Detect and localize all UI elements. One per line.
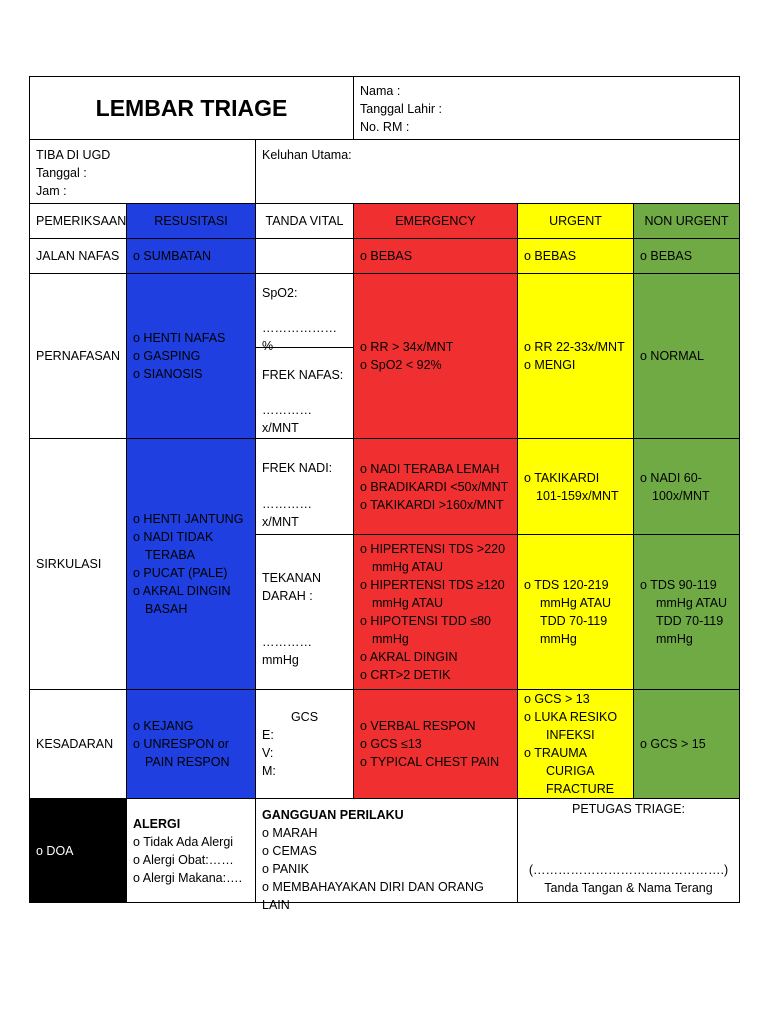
frek-nadi-cell (255, 438, 354, 535)
doa-option[interactable]: o DOA (36, 843, 74, 858)
checkbox-option[interactable]: o HENTI JANTUNG (133, 512, 244, 526)
checkbox-option[interactable]: o MENGI (524, 358, 576, 372)
row-label: KESADARAN (36, 737, 114, 751)
frek-nafas-field[interactable]: ………… x/MNT (262, 403, 312, 435)
checkbox-option[interactable]: o GCS ≤13 (360, 737, 422, 751)
checkbox-option[interactable]: o UNRESPON or PAIN RESPON (133, 737, 230, 769)
checkbox-option[interactable]: o HIPERTENSI TDS >220 mmHg ATAU (360, 542, 506, 574)
kesadaran-non-urgent (633, 689, 740, 799)
kesadaran-resusitasi (126, 689, 256, 799)
checkbox-option[interactable]: o SIANOSIS (133, 367, 203, 381)
header-label: RESUSITASI (154, 214, 228, 228)
checkbox-option[interactable]: o TDS 90-119 mmHg ATAU TDD 70-119 mmHg (640, 578, 728, 646)
checkbox-option[interactable]: o RR 22-33x/MNT (524, 340, 625, 354)
row-label-kesadaran (29, 689, 127, 799)
arrival-label: TIBA DI UGD (36, 148, 111, 162)
checkbox-option[interactable]: o KEJANG (133, 719, 194, 733)
checkbox-option[interactable]: o NORMAL (640, 349, 704, 363)
jalan-nafas-resusitasi[interactable] (126, 238, 256, 274)
row-label: SIRKULASI (36, 557, 102, 571)
chief-complaint-label: Keluhan Utama: (262, 148, 352, 162)
signature-field[interactable]: (……………………………………….) (528, 863, 729, 877)
sirkulasi-emergency-td (353, 534, 518, 690)
pernafasan-urgent (517, 273, 634, 439)
jalan-nafas-urgent[interactable] (517, 238, 634, 274)
jalan-nafas-vital (255, 238, 354, 274)
checkbox-option[interactable]: o CEMAS (262, 844, 317, 858)
sirkulasi-urgent-td (517, 534, 634, 690)
checkbox-option[interactable]: o SUMBATAN (133, 249, 212, 263)
checkbox-option[interactable]: o NADI 60-100x/MNT (640, 470, 710, 503)
checkbox-option[interactable]: o AKRAL DINGIN (360, 650, 458, 664)
gcs-m-field[interactable]: M: (262, 764, 276, 778)
signature-caption: Tanda Tangan & Nama Terang (544, 881, 713, 895)
checkbox-option[interactable]: o TAKIKARDI >160x/MNT (360, 497, 504, 512)
chief-complaint-cell[interactable] (255, 139, 740, 204)
row-label-jalan-nafas (29, 238, 127, 274)
header-label: PEMERIKSAAN (36, 214, 127, 228)
checkbox-option[interactable]: o BEBAS (524, 249, 577, 263)
checkbox-option[interactable]: o Tidak Ada Alergi (133, 835, 234, 849)
arrival-cell (29, 139, 256, 204)
checkbox-option[interactable]: o PANIK (262, 862, 310, 876)
petugas-cell (517, 798, 740, 903)
checkbox-option[interactable]: o SpO2 < 92% (360, 358, 442, 372)
checkbox-option[interactable]: o BEBAS (360, 249, 413, 263)
patient-rm-field[interactable]: No. RM : (360, 120, 410, 134)
header-label: TANDA VITAL (265, 214, 344, 228)
header-urgent (517, 203, 634, 239)
frek-nafas-label: FREK NAFAS: (262, 368, 344, 382)
spo2-label: SpO2: (262, 286, 298, 300)
tekanan-darah-cell (255, 534, 354, 690)
checkbox-option[interactable]: o VERBAL RESPON (360, 719, 476, 733)
header-resusitasi (126, 203, 256, 239)
frek-nafas-cell (255, 347, 354, 439)
frek-nadi-label: FREK NADI: (262, 461, 333, 475)
checkbox-option[interactable]: o NADI TIDAK TERABA (133, 530, 214, 562)
alergi-cell (126, 798, 256, 903)
gcs-v-field[interactable]: V: (262, 746, 274, 760)
checkbox-option[interactable]: o TYPICAL CHEST PAIN (360, 755, 500, 769)
tekanan-darah-field[interactable]: …………mmHg (262, 635, 312, 667)
gcs-cell (255, 689, 354, 799)
header-pemeriksaan (29, 203, 127, 239)
arrival-date-field[interactable]: Tanggal : (36, 166, 87, 180)
header-label: URGENT (549, 214, 602, 228)
checkbox-option[interactable]: o BRADIKARDI <50x/MNT (360, 479, 509, 494)
checkbox-option[interactable]: o AKRAL DINGIN BASAH (133, 584, 231, 616)
checkbox-option[interactable]: o CRT>2 DETIK (360, 668, 451, 682)
doa-cell (29, 798, 127, 903)
header-tanda-vital (255, 203, 354, 239)
header-emergency (353, 203, 518, 239)
row-label: JALAN NAFAS (36, 249, 120, 263)
checkbox-option[interactable]: o TDS 120-219 mmHg ATAU TDD 70-119 mmHg (524, 578, 612, 646)
arrival-time-field[interactable]: Jam : (36, 184, 67, 198)
pernafasan-non-urgent (633, 273, 740, 439)
checkbox-option[interactable]: o NADI TERABA LEMAH (360, 461, 500, 476)
row-label-sirkulasi (29, 438, 127, 690)
spo2-field[interactable]: ………………% (262, 321, 337, 353)
patient-info-cell (353, 76, 740, 140)
sirkulasi-resusitasi (126, 438, 256, 690)
checkbox-option[interactable]: o GCS > 13 (524, 692, 590, 706)
header-label: NON URGENT (644, 214, 729, 228)
kesadaran-emergency (353, 689, 518, 799)
checkbox-option[interactable]: o HIPOTENSI TDD ≤80 mmHg (360, 614, 491, 646)
jalan-nafas-non-urgent[interactable] (633, 238, 740, 274)
checkbox-option[interactable]: o MARAH (262, 826, 318, 840)
row-label-pernafasan (29, 273, 127, 439)
sirkulasi-non-urgent-td (633, 534, 740, 690)
perilaku-title: GANGGUAN PERILAKU (262, 808, 404, 822)
tekanan-darah-label: TEKANAN DARAH : (262, 571, 322, 603)
gcs-e-field[interactable]: E: (262, 728, 274, 742)
checkbox-option[interactable]: o HENTI NAFAS (133, 331, 226, 345)
patient-dob-field[interactable]: Tanggal Lahir : (360, 102, 443, 116)
pernafasan-resusitasi (126, 273, 256, 439)
checkbox-option[interactable]: o PUCAT (PALE) (133, 566, 228, 580)
row-label: PERNAFASAN (36, 349, 121, 363)
spo2-cell (255, 273, 354, 353)
frek-nadi-field[interactable]: ………… x/MNT (262, 497, 312, 529)
kesadaran-urgent (517, 689, 634, 799)
checkbox-option[interactable]: o GASPING (133, 349, 201, 363)
petugas-title: PETUGAS TRIAGE: (572, 802, 685, 816)
gcs-label: GCS (290, 710, 319, 724)
alergi-title: ALERGI (133, 817, 181, 831)
checkbox-option[interactable]: o LUKA RESIKO INFEKSI (524, 710, 618, 742)
checkbox-option[interactable]: o HIPERTENSI TDS ≥120 mmHg ATAU (360, 578, 505, 610)
checkbox-option[interactable]: o TAKIKARDI 101-159x/MNT (524, 470, 619, 503)
checkbox-option[interactable]: o TRAUMA CURIGA FRACTURE (524, 746, 615, 796)
patient-name-field[interactable]: Nama : (360, 84, 401, 98)
title-cell (29, 76, 354, 140)
pernafasan-emergency (353, 273, 518, 439)
jalan-nafas-emergency[interactable] (353, 238, 518, 274)
sirkulasi-non-urgent-nadi (633, 438, 740, 535)
perilaku-cell (255, 798, 518, 912)
sirkulasi-urgent-nadi (517, 438, 634, 535)
checkbox-option[interactable]: o GCS > 15 (640, 737, 706, 751)
checkbox-option[interactable]: o Alergi Makana:…. (133, 871, 243, 885)
checkbox-option[interactable]: o MEMBAHAYAKAN DIRI DAN ORANG LAIN (262, 880, 484, 912)
page-title: LEMBAR TRIAGE (95, 95, 288, 121)
checkbox-option[interactable]: o Alergi Obat:…… (133, 853, 234, 867)
checkbox-option[interactable]: o BEBAS (640, 249, 693, 263)
checkbox-option[interactable]: o RR > 34x/MNT (360, 340, 454, 354)
header-label: EMERGENCY (395, 214, 476, 228)
header-non-urgent (633, 203, 740, 239)
sirkulasi-emergency-nadi (353, 438, 518, 535)
